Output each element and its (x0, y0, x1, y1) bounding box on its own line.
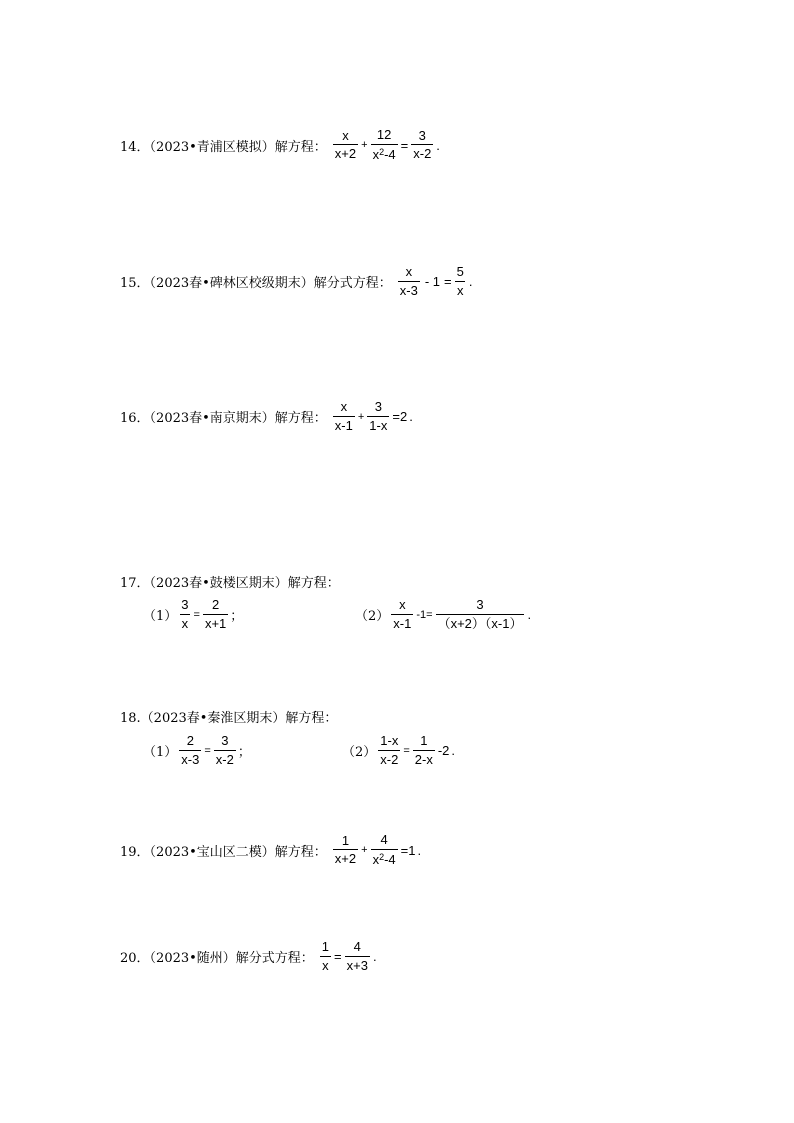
problem-19: 19．（2023•宝山区二模）解方程： $\frac{1}{x+2}$ + $\frac{4}{x^2-4}$ =1 . (120, 832, 422, 867)
problem-label: 19．（2023•宝山区二模）解方程： (120, 844, 327, 860)
fraction: $\frac{3}{x-2}$ (215, 733, 234, 767)
fraction: $\frac{1}{x}$ (321, 939, 330, 973)
fraction: $\frac{1}{2-x}$ (414, 733, 433, 767)
problem-16: 16．（2023春•南京期末）解方程： $\frac{x}{x-1}$ + $\frac{3}{1-x}$ =2 . (120, 399, 413, 433)
problem-label: 18.（2023春•秦淮区期末）解方程： (120, 711, 338, 726)
fraction: $\frac{3}{x-2}$ (413, 127, 432, 162)
fraction: $\frac{x}{x-1}$ (334, 399, 353, 433)
fraction: $\frac{3}{1-x}$ (369, 399, 388, 433)
fraction: $\frac{1}{x+2}$ (334, 832, 357, 867)
problem-14: 14．（2023•青浦区模拟）解方程： $\frac{x}{x+2}$ + $\frac{12}{x^2-4}$ = $\frac{3}{x-2}$ . (120, 127, 440, 162)
fraction: $\frac{2}{x+1}$ (204, 597, 227, 631)
problem-17-part-1: （1） $\frac{3}{x}$ = $\frac{2}{x+1}$ ； (143, 597, 244, 631)
problem-15: 15．（2023春•碑林区校级期末）解分式方程： $\frac{x}{x-3}$ - 1 = $\frac{5}{x}$ . (120, 264, 473, 298)
fraction: $\frac{4}{x^2-4}$ (372, 832, 396, 867)
problem-18-part-2: （2） $\frac{1-x}{x-2}$ = $\frac{1}{2-x}$ -2 . (342, 733, 456, 767)
fraction: $\frac{12}{x^2-4}$ (372, 127, 396, 162)
fraction: $\frac{1-x}{x-2}$ (380, 733, 399, 767)
fraction: $\frac{5}{x}$ (456, 264, 464, 298)
problem-label: 20．（2023•随州）解分式方程： (120, 951, 314, 967)
problem-17-part-2: （2） $\frac{x}{x-1}$ -1= $\frac{3}{(x+2)(x-1)}$ . (355, 597, 532, 631)
problem-17 (120, 572, 344, 591)
fraction: $\frac{3}{(x+2)(x-1)}$ (437, 597, 523, 631)
problem-20: 20．（2023•随州）解分式方程： $\frac{1}{x}$ = $\frac{4}{x+3}$ . (120, 939, 377, 973)
fraction: $\frac{2}{x-3}$ (181, 733, 200, 767)
problem-label: 17．（2023春•鼓楼区期末）解方程： (120, 576, 340, 591)
fraction: $\frac{x}{x-1}$ (393, 597, 412, 631)
problem-18-part-1: （1） $\frac{2}{x-3}$ = $\frac{3}{x-2}$ ； (143, 733, 251, 767)
fraction: $\frac{x}{x-3}$ (399, 264, 418, 298)
problem-label: 16．（2023春•南京期末）解方程： (120, 411, 327, 427)
problem-18 (120, 707, 341, 726)
fraction: $\frac{4}{x+3}$ (346, 939, 368, 973)
fraction: $\frac{x}{x+2}$ (334, 127, 357, 162)
problem-label: 14．（2023•青浦区模拟）解方程： (120, 139, 327, 155)
problem-label: 15．（2023春•碑林区校级期末）解分式方程： (120, 276, 392, 292)
fraction: $\frac{3}{x}$ (181, 597, 189, 631)
